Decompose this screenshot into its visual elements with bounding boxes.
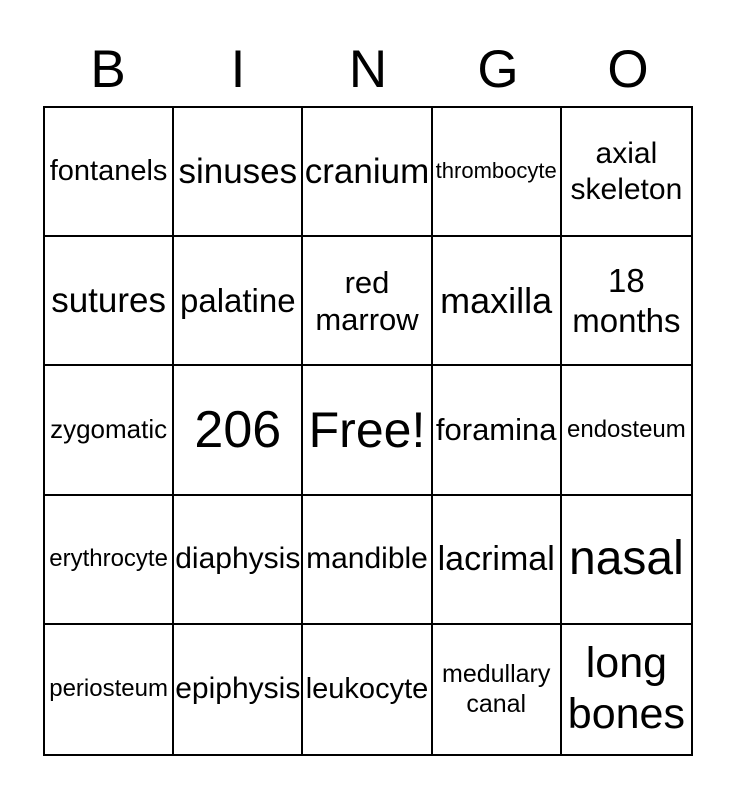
bingo-letter-b: B [90,40,126,99]
bingo-title [43,42,693,98]
bingo-cell[interactable]: lacrimal [433,496,562,625]
bingo-cell[interactable]: endosteum [562,366,691,495]
bingo-grid [43,106,693,756]
bingo-cell[interactable]: medullary canal [433,625,562,754]
bingo-letter-o: O [607,40,649,99]
bingo-cell[interactable]: axial skeleton [562,108,691,237]
bingo-letter-g: G [477,40,519,99]
bingo-cell[interactable]: sutures [45,237,174,366]
bingo-cell[interactable]: leukocyte [303,625,432,754]
bingo-cell[interactable]: palatine [174,237,303,366]
bingo-letter-n: N [348,40,388,99]
bingo-cell[interactable]: thrombocyte [433,108,562,237]
bingo-cell[interactable]: red marrow [303,237,432,366]
bingo-cell[interactable]: 18 months [562,237,691,366]
bingo-cell[interactable]: nasal [562,496,691,625]
bingo-cell[interactable]: diaphysis [174,496,303,625]
bingo-cell[interactable]: periosteum [45,625,174,754]
bingo-cell[interactable]: epiphysis [174,625,303,754]
bingo-cell-free[interactable]: Free! [303,366,432,495]
bingo-cell[interactable]: zygomatic [45,366,174,495]
bingo-cell[interactable]: mandible [303,496,432,625]
bingo-cell[interactable]: sinuses [174,108,303,237]
bingo-cell[interactable]: 206 [174,366,303,495]
bingo-cell[interactable]: long bones [567,638,685,739]
bingo-letter-i: I [230,40,246,99]
bingo-cell[interactable]: erythrocyte [45,496,174,625]
bingo-cell[interactable]: cranium [303,108,432,237]
bingo-cell[interactable]: maxilla [433,237,562,366]
bingo-cell[interactable]: fontanels [45,108,174,237]
bingo-cell[interactable]: foramina [433,366,562,495]
